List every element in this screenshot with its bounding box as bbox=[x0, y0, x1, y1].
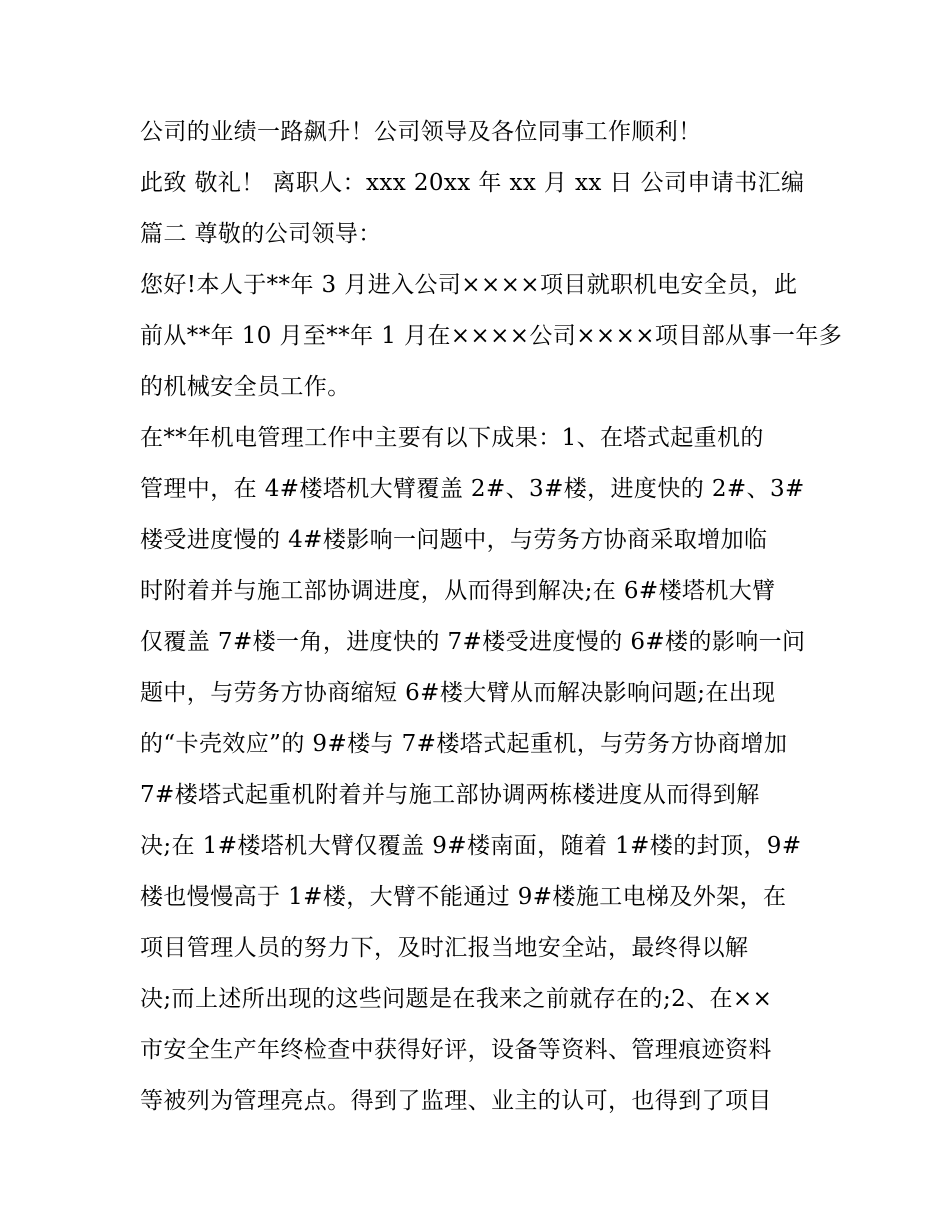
text-line: 的“卡壳效应”的 9#楼与 7#楼塔式起重机，与劳务方协商增加 bbox=[140, 731, 788, 757]
text-line: 公司的业绩一路飙升！公司领导及各位同事工作顺利！ bbox=[140, 119, 702, 145]
document-body bbox=[140, 107, 843, 1127]
text-line: 项目管理人员的努力下，及时汇报当地安全站，最终得以解 bbox=[140, 935, 749, 961]
text-line: 决;在 1#楼塔机大臂仅覆盖 9#楼南面，随着 1#楼的封顶，9# bbox=[140, 833, 802, 859]
text-line: 7#楼塔式起重机附着并与施工部协调两栋楼进度从而得到解 bbox=[140, 782, 760, 808]
text-line: 市安全生产年终检查中获得好评，设备等资料、管理痕迹资料 bbox=[140, 1037, 772, 1063]
text-line: 决;而上述所出现的这些问题是在我来之前就存在的;2、在×× bbox=[140, 986, 773, 1012]
text-line: 您好!本人于**年 3 月进入公司××××项目就职机电安全员，此 bbox=[140, 272, 798, 298]
text-line: 篇二 尊敬的公司领导： bbox=[140, 221, 382, 247]
text-line: 时附着并与施工部协调进度，从而得到解决;在 6#楼塔机大臂 bbox=[140, 578, 776, 604]
text-line: 题中，与劳务方协商缩短 6#楼大臂从而解决影响问题;在出现 bbox=[140, 680, 776, 706]
text-line: 楼受进度慢的 4#楼影响一问题中，与劳务方协商采取增加临 bbox=[140, 527, 768, 553]
text-line: 管理中，在 4#楼塔机大臂覆盖 2#、3#楼，进度快的 2#、3# bbox=[140, 476, 805, 502]
text-line: 前从**年 10 月至**年 1 月在××××公司××××项目部从事一年多 bbox=[140, 323, 843, 349]
text-line: 在**年机电管理工作中主要有以下成果：1、在塔式起重机的 bbox=[140, 425, 764, 451]
text-line: 楼也慢慢高于 1#楼，大臂不能通过 9#楼施工电梯及外架，在 bbox=[140, 884, 787, 910]
text-line: 的机械安全员工作。 bbox=[140, 374, 351, 400]
text-line: 仅覆盖 7#楼一角，进度快的 7#楼受进度慢的 6#楼的影响一问 bbox=[140, 629, 806, 655]
text-line: 此致 敬礼！ 离职人：xxx 20xx 年 xx 月 xx 日 公司申请书汇编 bbox=[140, 170, 805, 196]
text-line: 等被列为管理亮点。得到了监理、业主的认可，也得到了项目 bbox=[140, 1088, 772, 1114]
